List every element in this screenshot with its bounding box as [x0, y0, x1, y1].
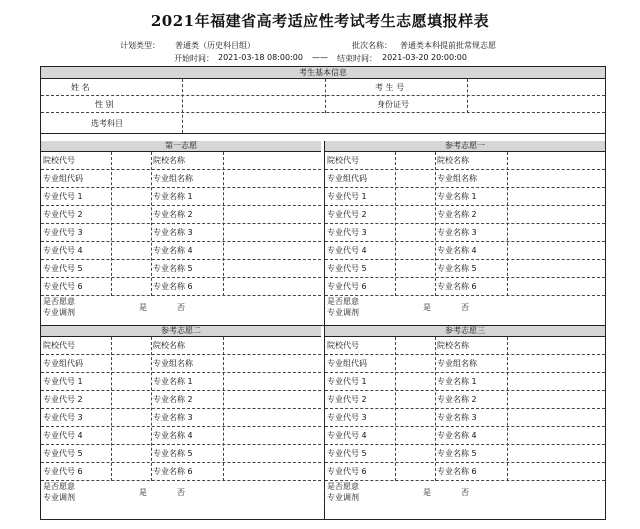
- code-input-cell[interactable]: [111, 427, 151, 444]
- adjust-yes-option[interactable]: 是: [423, 303, 431, 312]
- start-time-value: 2021-03-18 08:00:00: [218, 53, 303, 62]
- name-input-cell[interactable]: [507, 355, 605, 372]
- panel-row: [41, 373, 321, 391]
- panel-row: [41, 355, 321, 373]
- major-name-label: 专业名称 5: [153, 449, 193, 458]
- major-name-label: 专业名称 5: [437, 264, 477, 273]
- major-code-label: 专业代号 5: [327, 264, 367, 273]
- name-input-cell[interactable]: [507, 260, 605, 277]
- adjust-no-option[interactable]: 否: [461, 488, 469, 497]
- group-name-label: 专业组名称: [437, 174, 477, 183]
- adjust-label-line2: 专业调剂: [327, 308, 359, 317]
- panel-row: [41, 463, 321, 481]
- school-code-label: 院校代号: [327, 156, 359, 165]
- code-input-cell[interactable]: [111, 278, 151, 295]
- panel-column-divider: [507, 152, 508, 296]
- basic-divider-3: [467, 79, 468, 113]
- form-title: 2021年福建省高考适应性考试考生志愿填报样表: [150, 12, 490, 30]
- panel-column-divider: [395, 337, 396, 481]
- code-input-cell[interactable]: [111, 224, 151, 241]
- panel-row: [325, 206, 605, 224]
- code-input-cell[interactable]: [395, 188, 435, 205]
- name-input-cell[interactable]: [223, 391, 321, 408]
- panel-row: [41, 337, 321, 355]
- id-no-label: 身份证号: [377, 99, 409, 109]
- major-code-label: 专业代号 1: [327, 192, 367, 201]
- major-name-label: 专业名称 5: [153, 264, 193, 273]
- major-name-label: 专业名称 1: [437, 377, 477, 386]
- panel-row: [325, 445, 605, 463]
- adjustment-row: [325, 296, 605, 318]
- school-name-label: 院校名称: [437, 341, 469, 350]
- name-input-cell[interactable]: [507, 224, 605, 241]
- code-input-cell[interactable]: [111, 463, 151, 480]
- major-code-label: 专业代号 3: [43, 413, 83, 422]
- name-input-cell[interactable]: [223, 373, 321, 390]
- code-input-cell[interactable]: [111, 152, 151, 169]
- school-name-label: 院校名称: [437, 156, 469, 165]
- adjust-yes-option[interactable]: 是: [423, 488, 431, 497]
- name-input-cell[interactable]: [507, 242, 605, 259]
- code-input-cell[interactable]: [111, 373, 151, 390]
- name-input-cell[interactable]: [223, 445, 321, 462]
- adjust-no-option[interactable]: 否: [177, 488, 185, 497]
- name-input-cell[interactable]: [507, 445, 605, 462]
- batch-value: 普通类本科提前批常规志愿: [400, 41, 496, 50]
- major-name-label: 专业名称 4: [437, 246, 477, 255]
- panel-row: [41, 409, 321, 427]
- major-name-label: 专业名称 3: [153, 228, 193, 237]
- adjust-label-line1: 是否愿意: [327, 482, 359, 491]
- name-input-cell[interactable]: [507, 170, 605, 187]
- code-input-cell[interactable]: [111, 337, 151, 354]
- basic-row-subjects: [41, 113, 605, 134]
- name-label: 姓 名: [71, 82, 90, 92]
- major-name-label: 专业名称 4: [153, 431, 193, 440]
- basic-row-gender: [41, 96, 605, 113]
- group-name-label: 专业组名称: [153, 359, 193, 368]
- major-name-label: 专业名称 2: [153, 395, 193, 404]
- plan-type-value: 普通类（历史科目组）: [175, 41, 255, 50]
- panel-row: [325, 278, 605, 296]
- name-input-cell[interactable]: [223, 427, 321, 444]
- major-name-label: 专业名称 5: [437, 449, 477, 458]
- basic-divider-1: [182, 79, 183, 133]
- panel-row: [325, 409, 605, 427]
- major-name-label: 专业名称 3: [153, 413, 193, 422]
- application-form: [40, 66, 606, 520]
- panel-row: [41, 260, 321, 278]
- major-code-label: 专业代号 4: [43, 246, 83, 255]
- name-input-cell[interactable]: [223, 206, 321, 223]
- name-input-cell[interactable]: [223, 260, 321, 277]
- panel-row: [325, 463, 605, 481]
- major-name-label: 专业名称 6: [437, 467, 477, 476]
- group-code-label: 专业组代码: [327, 174, 367, 183]
- panel-row: [41, 170, 321, 188]
- panel-row: [41, 278, 321, 296]
- major-code-label: 专业代号 4: [327, 431, 367, 440]
- preference-panel-3: [41, 326, 321, 511]
- name-input-cell[interactable]: [223, 188, 321, 205]
- code-input-cell[interactable]: [395, 427, 435, 444]
- panel-row: [41, 427, 321, 445]
- name-input-cell[interactable]: [507, 373, 605, 390]
- major-code-label: 专业代号 5: [43, 264, 83, 273]
- name-input-cell[interactable]: [507, 427, 605, 444]
- adjust-no-option[interactable]: 否: [461, 303, 469, 312]
- major-code-label: 专业代号 6: [327, 282, 367, 291]
- group-code-label: 专业组代码: [327, 359, 367, 368]
- group-name-label: 专业组名称: [437, 359, 477, 368]
- panel-row: [41, 206, 321, 224]
- panel-row: [41, 152, 321, 170]
- panel-row: [41, 188, 321, 206]
- adjust-label-line2: 专业调剂: [43, 493, 75, 502]
- code-input-cell[interactable]: [395, 445, 435, 462]
- panel-column-divider: [151, 337, 152, 481]
- panel-column-divider: [435, 337, 436, 481]
- code-input-cell[interactable]: [395, 355, 435, 372]
- major-code-label: 专业代号 1: [327, 377, 367, 386]
- code-input-cell[interactable]: [111, 355, 151, 372]
- name-input-cell[interactable]: [223, 242, 321, 259]
- adjustment-row: [325, 481, 605, 503]
- panel-row: [325, 152, 605, 170]
- name-input-cell[interactable]: [507, 409, 605, 426]
- adjustment-row: [41, 296, 321, 318]
- code-input-cell[interactable]: [111, 242, 151, 259]
- major-name-label: 专业名称 3: [437, 413, 477, 422]
- basic-row-name: [41, 79, 605, 96]
- major-name-label: 专业名称 1: [153, 192, 193, 201]
- plan-type-label: 计划类型：: [120, 41, 160, 50]
- code-input-cell[interactable]: [395, 260, 435, 277]
- code-input-cell[interactable]: [111, 206, 151, 223]
- code-input-cell[interactable]: [395, 278, 435, 295]
- panel-row: [325, 242, 605, 260]
- name-input-cell[interactable]: [223, 463, 321, 480]
- code-input-cell[interactable]: [395, 152, 435, 169]
- major-name-label: 专业名称 6: [437, 282, 477, 291]
- major-code-label: 专业代号 3: [43, 228, 83, 237]
- code-input-cell[interactable]: [395, 206, 435, 223]
- group-code-label: 专业组代码: [43, 174, 83, 183]
- school-code-label: 院校代号: [327, 341, 359, 350]
- major-name-label: 专业名称 2: [153, 210, 193, 219]
- code-input-cell[interactable]: [111, 391, 151, 408]
- panel-title: 参考志愿一: [325, 141, 605, 152]
- gender-label: 性 别: [95, 99, 114, 109]
- code-input-cell[interactable]: [395, 170, 435, 187]
- adjust-label-line1: 是否愿意: [43, 482, 75, 491]
- name-input-cell[interactable]: [223, 152, 321, 169]
- panel-row: [325, 188, 605, 206]
- preference-panel-1: [41, 141, 321, 326]
- adjust-yes-option[interactable]: 是: [139, 488, 147, 497]
- code-input-cell[interactable]: [111, 188, 151, 205]
- major-name-label: 专业名称 4: [153, 246, 193, 255]
- major-code-label: 专业代号 6: [43, 467, 83, 476]
- middle-divider: [41, 325, 605, 326]
- major-code-label: 专业代号 1: [43, 192, 83, 201]
- major-code-label: 专业代号 6: [43, 282, 83, 291]
- panel-row: [325, 170, 605, 188]
- panel-row: [325, 355, 605, 373]
- major-name-label: 专业名称 4: [437, 431, 477, 440]
- panel-title: 参考志愿二: [41, 326, 321, 337]
- exam-no-label: 考 生 号: [375, 82, 405, 92]
- major-code-label: 专业代号 2: [327, 210, 367, 219]
- subjects-label: 选考科目: [91, 118, 123, 128]
- panel-column-divider: [111, 337, 112, 481]
- major-code-label: 专业代号 4: [43, 431, 83, 440]
- batch-label: 批次名称：: [352, 41, 392, 50]
- name-input-cell[interactable]: [223, 170, 321, 187]
- major-name-label: 专业名称 3: [437, 228, 477, 237]
- major-name-label: 专业名称 2: [437, 210, 477, 219]
- name-input-cell[interactable]: [507, 188, 605, 205]
- panel-row: [41, 445, 321, 463]
- panel-column-divider: [223, 152, 224, 296]
- adjust-label-line2: 专业调剂: [327, 493, 359, 502]
- name-input-cell[interactable]: [223, 224, 321, 241]
- panel-column-divider: [223, 337, 224, 481]
- center-divider: [324, 141, 325, 519]
- major-name-label: 专业名称 1: [437, 192, 477, 201]
- major-name-label: 专业名称 2: [437, 395, 477, 404]
- code-input-cell[interactable]: [111, 445, 151, 462]
- panel-row: [325, 391, 605, 409]
- panel-column-divider: [507, 337, 508, 481]
- end-time-value: 2021-03-20 20:00:00: [382, 53, 467, 62]
- panel-column-divider: [435, 152, 436, 296]
- panel-row: [325, 337, 605, 355]
- group-code-label: 专业组代码: [43, 359, 83, 368]
- preference-panel-4: [325, 326, 605, 511]
- major-code-label: 专业代号 2: [327, 395, 367, 404]
- name-input-cell[interactable]: [223, 355, 321, 372]
- panel-column-divider: [151, 152, 152, 296]
- panel-row: [41, 391, 321, 409]
- major-name-label: 专业名称 1: [153, 377, 193, 386]
- code-input-cell[interactable]: [111, 409, 151, 426]
- preference-panel-2: [325, 141, 605, 326]
- panel-title: 第一志愿: [41, 141, 321, 152]
- major-code-label: 专业代号 3: [327, 413, 367, 422]
- panel-row: [325, 224, 605, 242]
- school-name-label: 院校名称: [153, 156, 185, 165]
- major-code-label: 专业代号 5: [43, 449, 83, 458]
- name-input-cell[interactable]: [507, 391, 605, 408]
- major-code-label: 专业代号 2: [43, 395, 83, 404]
- code-input-cell[interactable]: [395, 373, 435, 390]
- panel-row: [325, 373, 605, 391]
- name-input-cell[interactable]: [507, 278, 605, 295]
- code-input-cell[interactable]: [111, 170, 151, 187]
- panel-row: [41, 224, 321, 242]
- code-input-cell[interactable]: [395, 242, 435, 259]
- major-code-label: 专业代号 2: [43, 210, 83, 219]
- code-input-cell[interactable]: [395, 463, 435, 480]
- adjust-label-line1: 是否愿意: [43, 297, 75, 306]
- code-input-cell[interactable]: [395, 391, 435, 408]
- time-dash: ——: [312, 53, 328, 62]
- panel-column-divider: [111, 152, 112, 296]
- major-code-label: 专业代号 5: [327, 449, 367, 458]
- panel-row: [325, 427, 605, 445]
- school-code-label: 院校代号: [43, 341, 75, 350]
- name-input-cell[interactable]: [223, 278, 321, 295]
- major-code-label: 专业代号 3: [327, 228, 367, 237]
- code-input-cell[interactable]: [111, 260, 151, 277]
- start-time-label: 开始时间：: [174, 54, 214, 63]
- code-input-cell[interactable]: [395, 409, 435, 426]
- panel-title: 参考志愿三: [325, 326, 605, 337]
- name-input-cell[interactable]: [507, 463, 605, 480]
- basic-divider-2: [325, 79, 326, 113]
- major-code-label: 专业代号 4: [327, 246, 367, 255]
- adjust-label-line2: 专业调剂: [43, 308, 75, 317]
- name-input-cell[interactable]: [507, 337, 605, 354]
- major-code-label: 专业代号 1: [43, 377, 83, 386]
- major-code-label: 专业代号 6: [327, 467, 367, 476]
- panel-row: [325, 260, 605, 278]
- panel-row: [41, 242, 321, 260]
- adjust-label-line1: 是否愿意: [327, 297, 359, 306]
- group-name-label: 专业组名称: [153, 174, 193, 183]
- code-input-cell[interactable]: [395, 337, 435, 354]
- name-input-cell[interactable]: [223, 337, 321, 354]
- basic-info-header: 考生基本信息: [41, 67, 605, 79]
- adjust-no-option[interactable]: 否: [177, 303, 185, 312]
- school-name-label: 院校名称: [153, 341, 185, 350]
- major-name-label: 专业名称 6: [153, 467, 193, 476]
- end-time-label: 结束时间：: [337, 54, 377, 63]
- school-code-label: 院校代号: [43, 156, 75, 165]
- adjustment-row: [41, 481, 321, 503]
- major-name-label: 专业名称 6: [153, 282, 193, 291]
- adjust-yes-option[interactable]: 是: [139, 303, 147, 312]
- name-input-cell[interactable]: [507, 206, 605, 223]
- name-input-cell[interactable]: [223, 409, 321, 426]
- panel-column-divider: [395, 152, 396, 296]
- code-input-cell[interactable]: [395, 224, 435, 241]
- name-input-cell[interactable]: [507, 152, 605, 169]
